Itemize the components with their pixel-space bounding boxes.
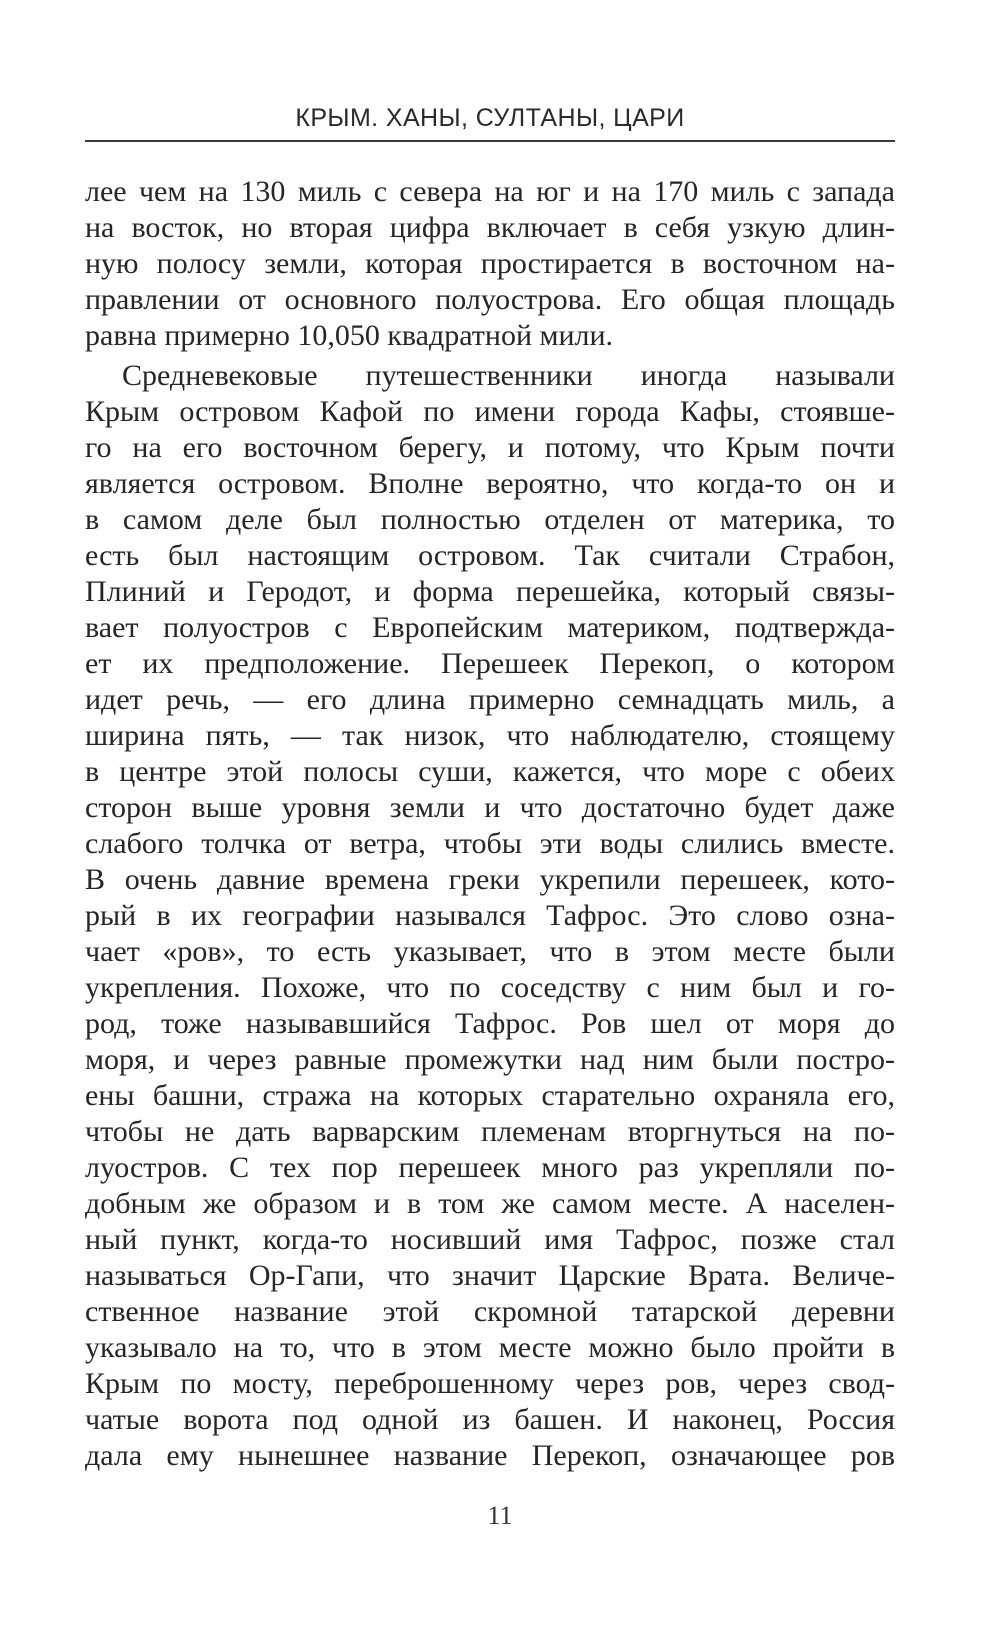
text-line: ены башни, стража на которых старательно охраняла его, bbox=[85, 1079, 895, 1112]
text-line: ет их предположение. Перешеек Перекоп, о котором bbox=[85, 647, 895, 680]
text-line: в самом деле был полностью отделен от материка, то bbox=[85, 503, 895, 536]
text-line: чает «ров», то есть указывает, что в этом месте были bbox=[85, 935, 895, 968]
text-line: сторон выше уровня земли и что достаточно будет даже bbox=[85, 791, 895, 824]
text-line: го на его восточном берегу, и потому, что Крым почти bbox=[85, 431, 895, 464]
text-line: лее чем на 130 миль с севера на юг и на 170 миль с запада bbox=[85, 175, 895, 208]
text-line: рый в их географии назывался Тафрос. Это слово озна- bbox=[85, 899, 895, 932]
text-line: Средневековые путешественники иногда называли bbox=[122, 359, 895, 392]
text-line: указывало на то, что в этом месте можно было пройти в bbox=[85, 1331, 895, 1364]
page-number: 11 bbox=[487, 1501, 513, 1530]
text-line: род, тоже называвшийся Тафрос. Ров шел от моря до bbox=[85, 1007, 895, 1040]
running-head-title: КРЫМ. ХАНЫ, СУЛТАНЫ, ЦАРИ bbox=[295, 104, 685, 132]
text-line: идет речь, — его длина примерно семнадцать миль, а bbox=[85, 683, 895, 716]
text-line: В очень давние времена греки укрепили перешеек, кото- bbox=[85, 863, 895, 896]
paragraph-crimea-island bbox=[85, 358, 895, 1474]
page-body bbox=[85, 174, 895, 1474]
text-line: является островом. Вполне вероятно, что когда-то он и bbox=[85, 467, 895, 500]
text-line: слабого толчка от ветра, чтобы эти воды слились вместе. bbox=[85, 827, 895, 860]
text-line: в центре этой полосы суши, кажется, что море с обеих bbox=[85, 755, 895, 788]
text-line: на восток, но вторая цифра включает в себя узкую длин- bbox=[85, 211, 895, 244]
text-line: ную полосу земли, которая простирается в восточном на- bbox=[85, 247, 895, 280]
paragraph-continued bbox=[85, 174, 895, 354]
text-line: чатые ворота под одной из башен. И наконец, Россия bbox=[85, 1403, 895, 1436]
text-line: добным же образом и в том же самом месте. А населен- bbox=[85, 1187, 895, 1220]
text-line: укрепления. Похоже, что по соседству с ним был и го- bbox=[85, 971, 895, 1004]
text-line: правлении от основного полуострова. Его общая площадь bbox=[85, 283, 895, 316]
text-line: называться Ор-Гапи, что значит Царские Врата. Величе- bbox=[85, 1259, 895, 1292]
text-line: вает полуостров с Европейским материком, подтвержда- bbox=[85, 611, 895, 644]
text-line: ширина пять, — так низок, что наблюдателю, стоящему bbox=[85, 719, 895, 752]
text-line: ный пункт, когда-то носивший имя Тафрос, позже стал bbox=[85, 1223, 895, 1256]
text-line: есть был настоящим островом. Так считали Страбон, bbox=[85, 539, 895, 572]
header-rule bbox=[85, 140, 895, 142]
text-line: равна примерно 10,050 квадратной мили. bbox=[85, 319, 614, 352]
text-line: Крым по мосту, переброшенному через ров, через свод- bbox=[85, 1367, 895, 1400]
text-line: дала ему нынешнее название Перекоп, означающее ров bbox=[85, 1439, 895, 1472]
text-line: моря, и через равные промежутки над ним были постро- bbox=[85, 1043, 895, 1076]
text-line: Плиний и Геродот, и форма перешейка, который связы- bbox=[85, 575, 895, 608]
text-line: луостров. С тех пор перешеек много раз укрепляли по- bbox=[85, 1151, 895, 1184]
text-line: чтобы не дать варварским племенам вторгнуться на по- bbox=[85, 1115, 895, 1148]
text-line: ственное название этой скромной татарской деревни bbox=[85, 1295, 895, 1328]
text-line: Крым островом Кафой по имени города Кафы, стоявше- bbox=[85, 395, 895, 428]
